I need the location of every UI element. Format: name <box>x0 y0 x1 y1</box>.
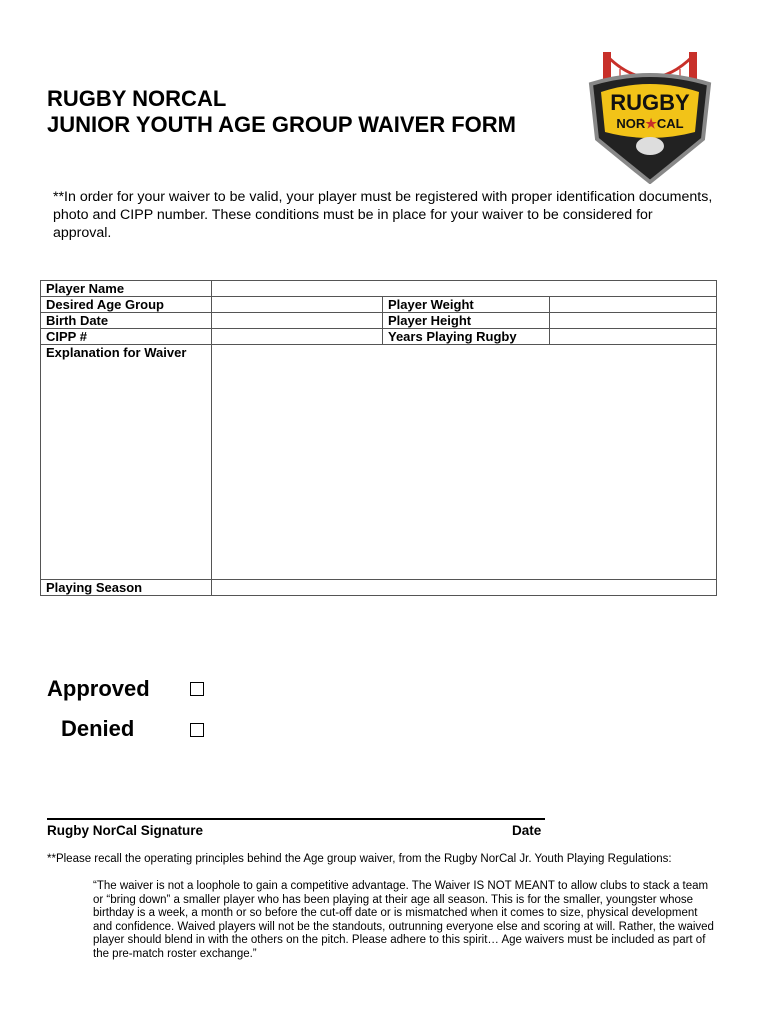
playing-season-label: Playing Season <box>41 580 212 596</box>
player-height-label: Player Height <box>383 313 550 329</box>
approved-checkbox[interactable] <box>190 682 204 696</box>
denied-label: Denied <box>61 716 135 741</box>
svg-text:RUGBY: RUGBY <box>610 90 690 115</box>
player-info-table <box>40 280 717 596</box>
title-line-2: JUNIOR YOUTH AGE GROUP WAIVER FORM <box>47 112 516 137</box>
explanation-label: Explanation for Waiver <box>41 345 212 580</box>
years-playing-label: Years Playing Rugby <box>383 329 550 345</box>
regulations-quote: “The waiver is not a loophole to gain a competitive advantage. The Waiver IS NOT MEANT to allow clubs to stack a team or “bring down” a smaller player who has been playing at their age all season. This is for the smaller, youngster whose birthday is a week, a month or so before the cut-off date or is mismatched when it comes to size, physical development and confidence. Waived players will not be the standouts, outrunning everyone else and scoring at will. Rather, the waived player should blend in with the others on the pitch. Please adhere to this spirit… Age waivers must be included as part of the pre-match roster exchange.” <box>93 880 714 960</box>
birth-date-label: Birth Date <box>41 313 212 329</box>
explanation-field[interactable] <box>212 345 717 580</box>
signature-line[interactable] <box>47 818 545 820</box>
cipp-field[interactable] <box>212 329 383 345</box>
player-weight-field[interactable] <box>550 297 717 313</box>
player-height-field[interactable] <box>550 313 717 329</box>
birth-date-field[interactable] <box>212 313 383 329</box>
rugby-norcal-logo <box>585 44 715 184</box>
player-weight-label: Player Weight <box>383 297 550 313</box>
intro-paragraph: **In order for your waiver to be valid, your player must be registered with proper identification documents, photo and CIPP number. These conditions must be in place for your waiver to be considered for approval. <box>53 189 713 241</box>
signature-label: Rugby NorCal Signature <box>47 823 204 838</box>
date-label: Date <box>512 823 542 838</box>
player-name-label: Player Name <box>41 281 212 297</box>
cipp-label: CIPP # <box>41 329 212 345</box>
denied-checkbox[interactable] <box>190 723 204 737</box>
years-playing-field[interactable] <box>550 329 717 345</box>
svg-text:NOR★CAL: NOR★CAL <box>616 116 684 131</box>
form-title <box>47 86 516 138</box>
approved-label: Approved <box>47 676 150 701</box>
regulations-note: **Please recall the operating principles behind the Age group waiver, from the Rugby NorCal Jr. Youth Playing Regulations: <box>47 853 672 865</box>
title-line-1: RUGBY NORCAL <box>47 86 227 111</box>
desired-age-group-label: Desired Age Group <box>41 297 212 313</box>
desired-age-group-field[interactable] <box>212 297 383 313</box>
player-name-field[interactable] <box>212 281 717 297</box>
playing-season-field[interactable] <box>212 580 717 596</box>
